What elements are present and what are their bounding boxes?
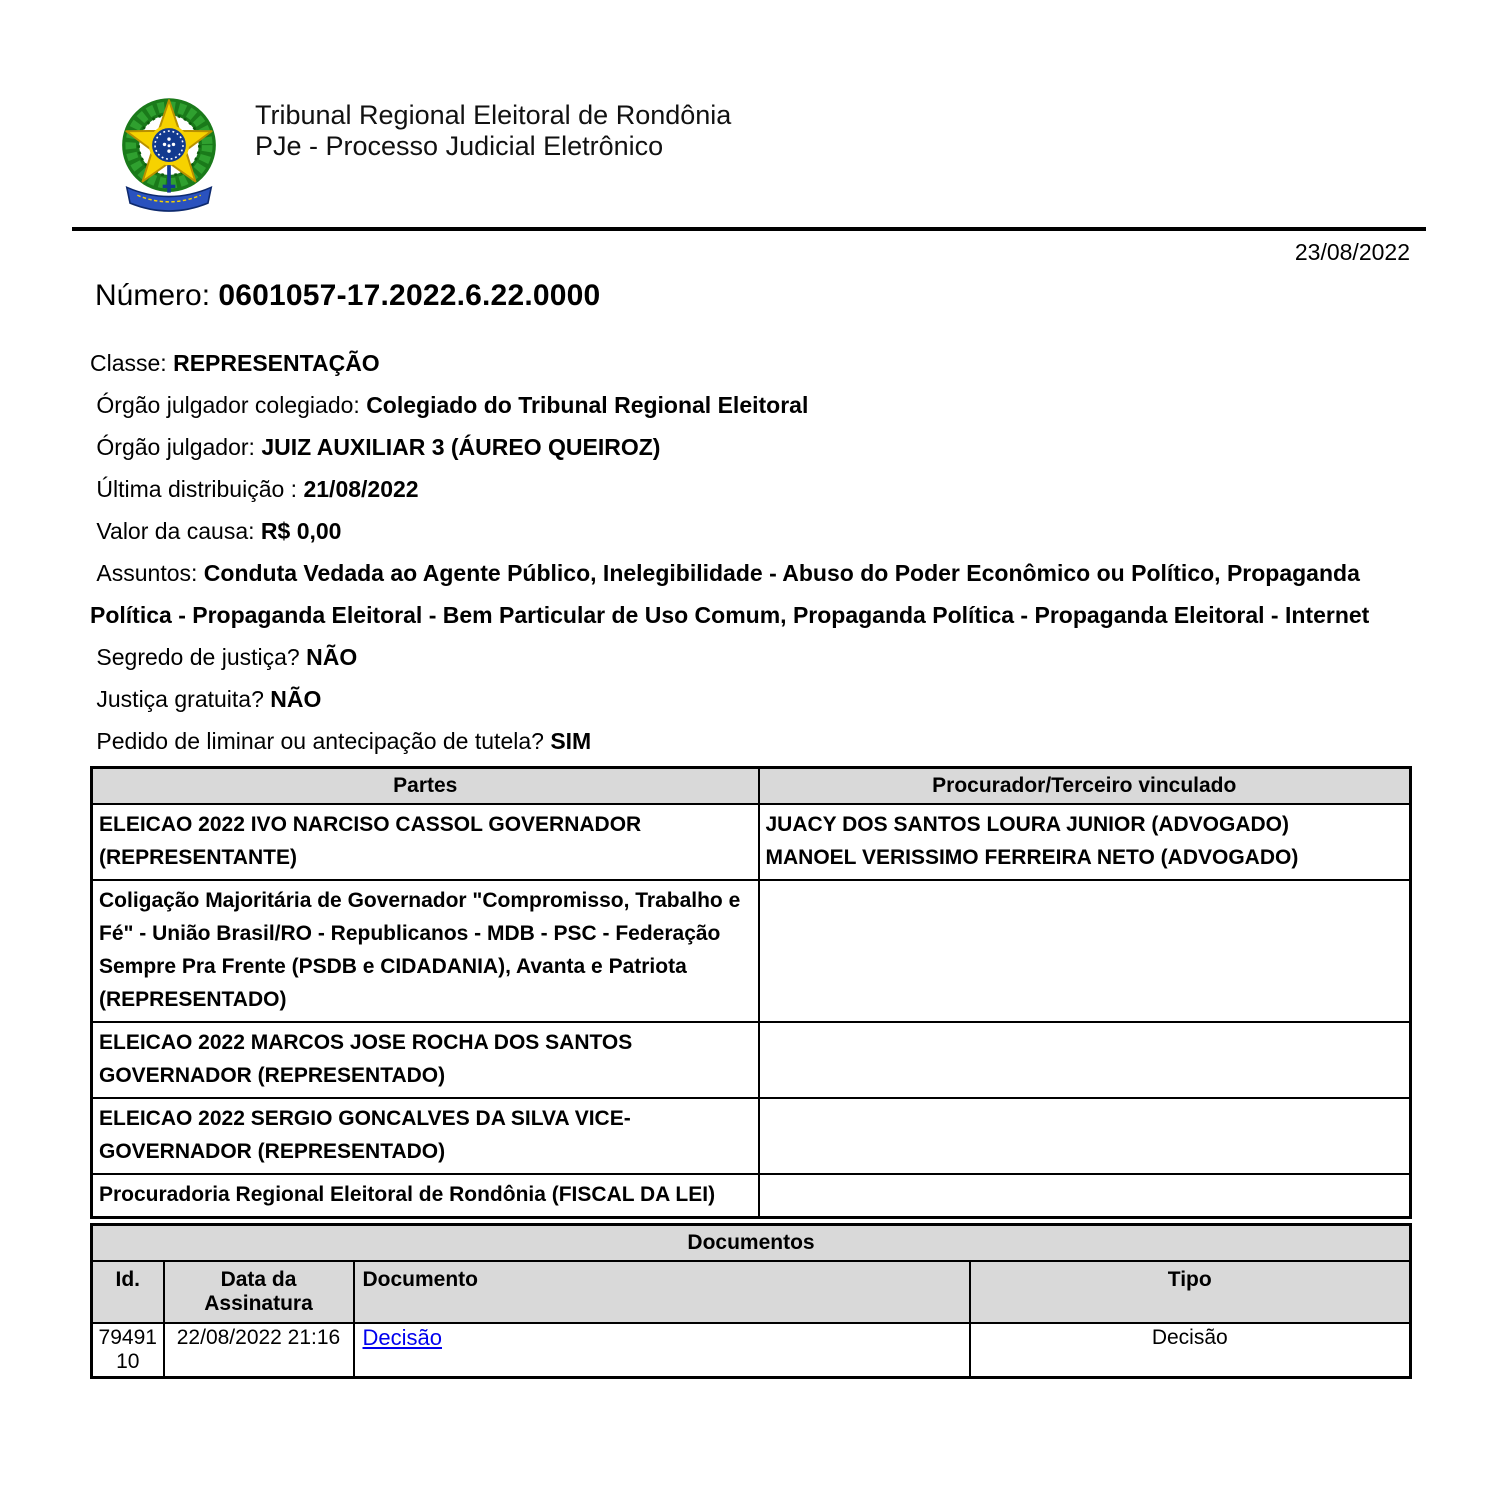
field-label: Valor da causa: <box>90 518 261 544</box>
data-assinatura-column-header: Data da Assinatura <box>164 1261 354 1323</box>
documento-column-header: Documento <box>354 1261 970 1323</box>
parte-row <box>92 1098 1411 1174</box>
id-column-header: Id. <box>92 1261 164 1323</box>
parte-cell: ELEICAO 2022 MARCOS JOSE ROCHA DOS SANTOS GOVERNADOR (REPRESENTADO) <box>92 1022 759 1098</box>
parte-cell: ELEICAO 2022 SERGIO GONCALVES DA SILVA VICE-GOVERNADOR (REPRESENTADO) <box>92 1098 759 1174</box>
documentos-header-row <box>92 1261 1411 1323</box>
field-value: Conduta Vedada ao Agente Público, Inelegibilidade - Abuso do Poder Econômico ou Político, Propaganda Política - Propaganda Eleitoral - Bem Particular de Uso Comum, Propaganda Política - Propaganda Eleitoral - Internet <box>90 560 1370 628</box>
documento-data-assinatura: 22/08/2022 21:16 <box>164 1323 354 1378</box>
field-valor-causa <box>90 510 1412 552</box>
field-ultima-distribuicao <box>90 468 1412 510</box>
process-number-label: Número: <box>95 279 219 312</box>
parte-cell: Procuradoria Regional Eleitoral de Rondônia (FISCAL DA LEI) <box>92 1174 759 1218</box>
documento-row <box>92 1323 1411 1378</box>
court-name: Tribunal Regional Eleitoral de Rondônia <box>255 100 732 130</box>
field-label: Última distribuição : <box>90 476 304 502</box>
document-body <box>90 238 1412 1379</box>
field-value: NÃO <box>270 686 322 712</box>
procurador-cell <box>759 804 1411 880</box>
field-label: Classe: <box>90 350 174 376</box>
documento-cell <box>354 1323 970 1378</box>
field-label: Justiça gratuita? <box>90 686 271 712</box>
field-assuntos <box>90 552 1412 636</box>
system-name: PJe - Processo Judicial Eletrônico <box>255 131 664 161</box>
field-value: R$ 0,00 <box>260 518 342 544</box>
parte-row <box>92 1022 1411 1098</box>
documento-id: 7949110 <box>92 1323 164 1378</box>
parte-cell: Coligação Majoritária de Governador "Compromisso, Trabalho e Fé" - União Brasil/RO - Republicanos - MDB - PSC - Federação Sempre Pra Frente (PSDB e CIDADANIA), Avanta e Patriota (REPRESENTADO) <box>92 880 759 1022</box>
parte-row <box>92 804 1411 880</box>
field-value: JUIZ AUXILIAR 3 (ÁUREO QUEIROZ) <box>261 434 661 460</box>
tipo-column-header: Tipo <box>970 1261 1411 1323</box>
partes-table <box>90 766 1412 1219</box>
parte-cell: ELEICAO 2022 IVO NARCISO CASSOL GOVERNADOR (REPRESENTANTE) <box>92 804 759 880</box>
documentos-table <box>90 1223 1412 1379</box>
field-orgao-colegiado <box>90 384 1412 426</box>
field-value: 21/08/2022 <box>303 476 419 502</box>
field-value: REPRESENTAÇÃO <box>173 350 380 376</box>
field-orgao-julgador <box>90 426 1412 468</box>
procurador-cell <box>759 880 1411 1022</box>
field-value: SIM <box>550 728 592 754</box>
documento-link[interactable]: Decisão <box>362 1325 442 1350</box>
procurador-cell <box>759 1022 1411 1098</box>
field-label: Assuntos: <box>90 560 204 586</box>
process-number-value: 0601057-17.2022.6.22.0000 <box>218 279 601 312</box>
field-value: Colegiado do Tribunal Regional Eleitoral <box>366 392 809 418</box>
procurador-cell <box>759 1098 1411 1174</box>
field-justica-gratuita <box>90 678 1412 720</box>
field-label: Segredo de justiça? <box>90 644 307 670</box>
documento-tipo: Decisão <box>970 1323 1411 1378</box>
header-divider <box>72 227 1426 231</box>
field-label: Órgão julgador: <box>90 434 262 460</box>
process-number-line <box>90 278 1412 314</box>
procurador-column-header: Procurador/Terceiro vinculado <box>759 768 1411 805</box>
parte-row <box>92 880 1411 1022</box>
documentos-title-row <box>92 1225 1411 1262</box>
field-value: NÃO <box>306 644 358 670</box>
parte-row <box>92 1174 1411 1218</box>
generation-date: 23/08/2022 <box>1294 239 1410 265</box>
page-header <box>255 100 731 162</box>
partes-column-header: Partes <box>92 768 759 805</box>
procurador-entry: JUACY DOS SANTOS LOURA JUNIOR (ADVOGADO) <box>765 813 1289 836</box>
field-label: Órgão julgador colegiado: <box>90 392 367 418</box>
partes-header-row <box>92 768 1411 805</box>
field-pedido-liminar <box>90 720 1412 762</box>
procurador-cell <box>759 1174 1411 1218</box>
field-label: Pedido de liminar ou antecipação de tutela? <box>90 728 551 754</box>
procurador-entry: MANOEL VERISSIMO FERREIRA NETO (ADVOGADO) <box>765 846 1299 869</box>
documentos-title: Documentos <box>92 1225 1411 1262</box>
field-segredo-justica <box>90 636 1412 678</box>
field-classe <box>90 342 1412 384</box>
brazil-coat-of-arms-icon <box>103 87 235 219</box>
process-fields <box>90 342 1412 762</box>
